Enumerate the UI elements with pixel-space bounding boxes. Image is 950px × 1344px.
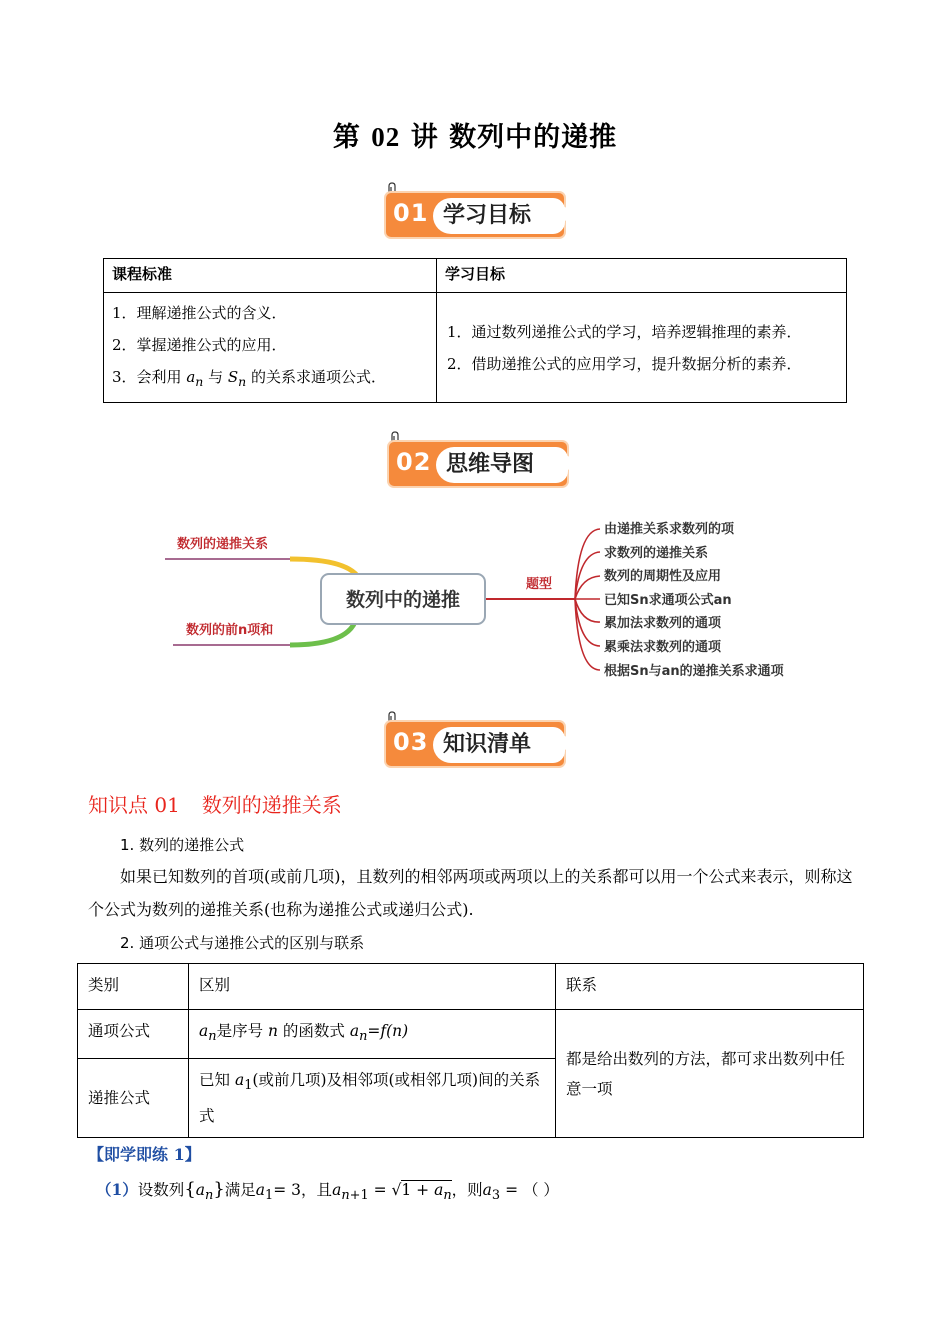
table-header: 学习目标 <box>437 259 847 293</box>
section-label: 知识清单 <box>443 732 532 757</box>
list-item: 3．会利用 $a_n$ 与 $S_n$ 的关系求通项公式． <box>112 368 386 389</box>
mindmap-center-label: 数列中的递推 <box>345 589 461 611</box>
section-number: 02 <box>396 448 432 476</box>
mindmap-left-label: 数列的递推关系 <box>177 537 269 552</box>
table-cell: 通项公式 <box>78 1010 189 1059</box>
sqrt-icon: √ <box>391 1181 402 1199</box>
mindmap-right-item: 根据Sn与an的递推关系求通项 <box>604 664 784 679</box>
table-cell: 已知 $a_1$(或前几项)及相邻项(或相邻几项)间的关系式 <box>189 1059 556 1138</box>
question-1: （1）设数列$\{a_n\}$满足$a_1= 3$，且$a_{n+1} = √1 + a_n$，则$a_3$ = （ ） <box>96 1179 559 1204</box>
section-badge-02 <box>386 430 586 486</box>
subheading: 1. 数列的递推公式 <box>120 836 245 854</box>
section-label: 学习目标 <box>443 203 532 228</box>
table-header: 联系 <box>556 964 864 1010</box>
paragraph: 如果已知数列的首项(或前几项)，且数列的相邻两项或两项以上的关系都可以用一个公式来表示，则称这个公式为数列的递推关系(也称为递推公式或递归公式). <box>88 867 853 919</box>
list-item: 1．理解递推公式的含义． <box>112 304 287 322</box>
section-badge-01 <box>383 181 583 237</box>
table-cell: 都是给出数列的方法，都可求出数列中任意一项 <box>556 1010 864 1138</box>
mindmap-right-item: 累加法求数列的通项 <box>604 616 722 631</box>
section-number: 01 <box>393 199 429 227</box>
practice-title: 【即学即练 1】 <box>88 1145 201 1164</box>
table-header: 区别 <box>189 964 556 1010</box>
mindmap-right-item: 累乘法求数列的通项 <box>604 640 722 655</box>
goals-table <box>103 258 847 403</box>
left-branch-curve <box>290 622 355 645</box>
compare-table <box>77 963 864 1138</box>
section-number: 03 <box>393 728 429 756</box>
section-label: 思维导图 <box>446 452 535 477</box>
list-item: 2．掌握递推公式的应用． <box>112 336 287 354</box>
mindmap-fan <box>575 529 600 670</box>
table-cell: $a_n$是序号 n 的函数式 $a_n=f(n)$ <box>189 1010 556 1059</box>
table-header: 类别 <box>78 964 189 1010</box>
mindmap-right-item: 数列的周期性及应用 <box>604 569 722 584</box>
section-badge-03 <box>383 710 583 766</box>
mindmap-right-item: 由递推关系求数列的项 <box>604 522 735 537</box>
list-item: 2．借助递推公式的应用学习，提升数据分析的素养． <box>447 354 802 373</box>
list-item: 1．通过数列递推公式的学习，培养逻辑推理的素养． <box>447 322 802 341</box>
knowledge-point-heading: 知识点 01 数列的递推关系 <box>88 793 342 817</box>
mind-map <box>0 500 950 690</box>
mindmap-right-item: 求数列的递推关系 <box>604 546 709 561</box>
page-title: 第 02 讲 数列中的递推 <box>332 122 618 153</box>
mindmap-left-label: 数列的前n项和 <box>186 623 274 638</box>
standards-cell <box>104 293 437 403</box>
mindmap-branch-label: 题型 <box>526 577 553 592</box>
mindmap-right-item: 已知Sn求通项公式an <box>604 593 732 608</box>
subheading: 2. 通项公式与递推公式的区别与联系 <box>120 934 365 952</box>
table-cell: 递推公式 <box>78 1059 189 1138</box>
objectives-cell <box>437 293 847 403</box>
table-header: 课程标准 <box>104 259 437 293</box>
